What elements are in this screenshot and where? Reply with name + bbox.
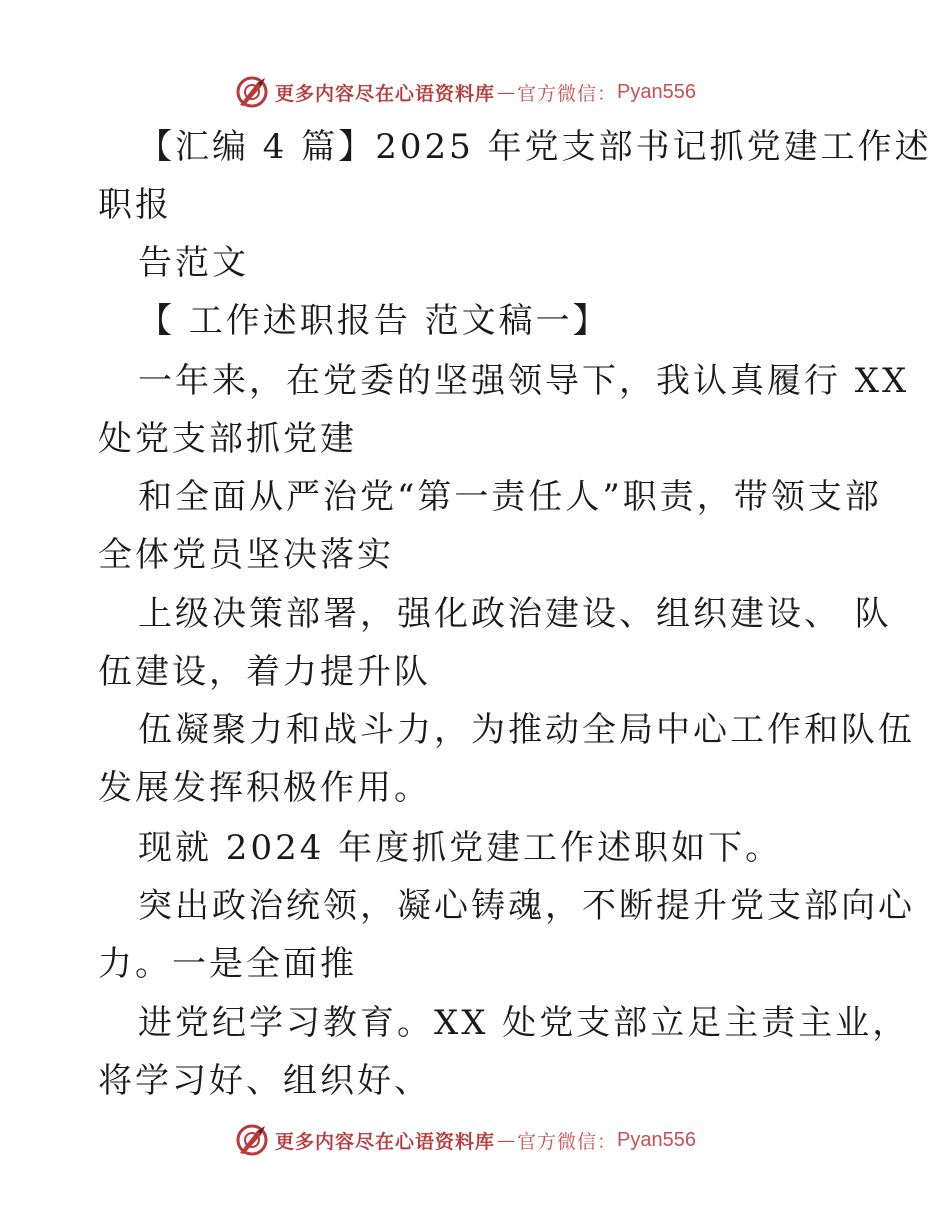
body-line: 将学习好、组织好、	[98, 1061, 431, 1101]
banner-dash: —	[497, 81, 516, 103]
banner-dash: —	[497, 1129, 516, 1151]
quill-logo-icon	[235, 75, 269, 109]
body-line: 伍凝聚力和战斗力，为推动全局中心工作和队伍	[138, 710, 915, 750]
banner-wechat-label: 官方微信：	[517, 82, 618, 105]
title-line-3: 告范文	[138, 243, 249, 283]
banner-wechat-id: Pyan556	[617, 1128, 696, 1151]
title-line-1: 【汇编 4 篇】2025 年党支部书记抓党建工作述	[138, 127, 932, 167]
banner-wechat-label: 官方微信：	[517, 1130, 618, 1153]
footer-banner	[235, 1120, 696, 1160]
banner-wechat-id: Pyan556	[617, 80, 696, 103]
body-line: 全体党员坚决落实	[98, 535, 394, 575]
body-line: 发展发挥积极作用。	[98, 768, 431, 808]
body-line: 现就 2024 年度抓党建工作述职如下。	[138, 828, 783, 868]
header-banner	[235, 72, 696, 112]
body-line: 进党纪学习教育。XX 处党支部立足主责主业，	[138, 1003, 910, 1043]
body-line: 和全面从严治党“第一责任人”职责，带领支部	[138, 477, 882, 517]
section-heading: 【 工作述职报告 范文稿一】	[138, 301, 610, 341]
quill-logo-icon	[235, 1123, 269, 1157]
title-line-2: 职报	[98, 185, 172, 225]
body-line: 伍建设，着力提升队	[98, 652, 431, 692]
body-line: 突出政治统领，凝心铸魂，不断提升党支部向心	[138, 886, 915, 926]
body-line: 处党支部抓党建	[98, 419, 357, 459]
banner-main-text: 更多内容尽在心语资料库	[275, 1130, 496, 1153]
body-line: 上级决策部署，强化政治建设、组织建设、 队	[138, 594, 892, 634]
body-line: 一年来，在党委的坚强领导下，我认真履行 XX	[138, 361, 910, 401]
banner-main-text: 更多内容尽在心语资料库	[275, 82, 496, 105]
body-line: 力。一是全面推	[98, 944, 357, 984]
